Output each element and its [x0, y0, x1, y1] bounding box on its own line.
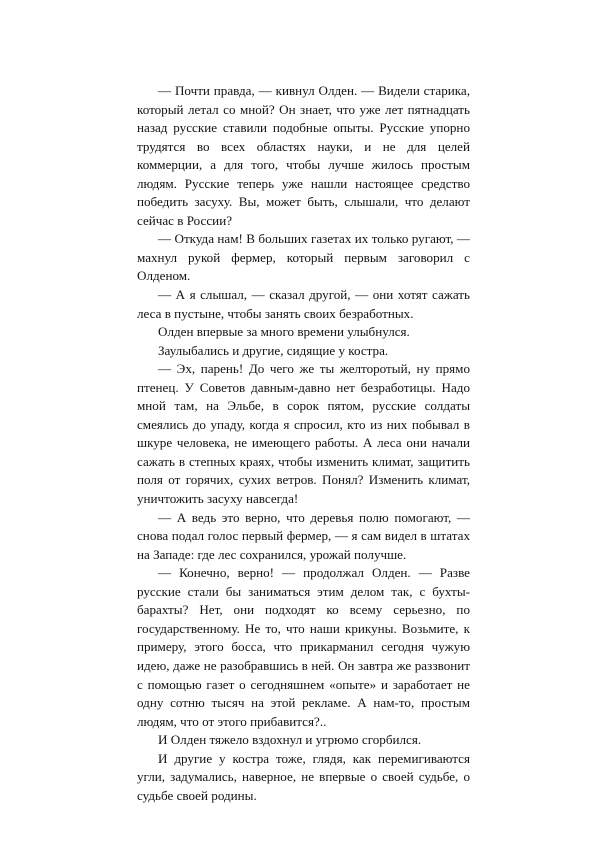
- paragraph: — А я слышал, — сказал другой, — они хотят сажать леса в пустыне, чтобы занять своих безработных.: [137, 287, 470, 321]
- paragraph: Заулыбались и другие, сидящие у костра.: [158, 342, 389, 358]
- paragraph: — А ведь это верно, что деревья полю помогают, — снова подал голос первый фермер, — я сам видел в штатах на Западе: где лес сохранился, урожай получше.: [137, 509, 470, 562]
- paragraph: — Откуда нам! В больших газетах их только ругают, — махнул рукой фермер, который первым заговорил с Олденом.: [137, 231, 470, 284]
- paragraph: — Конечно, верно! — продолжал Олден. — Разве русские стали бы заниматься этим делом так, с бухты-барахты? Нет, они подходят ко всему серьезно, по государственному. Не то, что наши крикуны. Возьмите, к примеру, этого босса, что прикарманил сегодня чужую идею, даже не разобравшись в ней. Он завтра же раззвонит с помощью газет о сегодняшнем «опыте» и заработает не одну сотню тысяч на этой рекламе. А нам-то, простым людям, что от этого прибавится?..: [137, 565, 470, 729]
- paragraph: И Олден тяжело вздохнул и угрюмо сгорбился.: [158, 732, 422, 748]
- paragraph: — Почти правда, — кивнул Олден. — Видели старика, который летал со мной? Он знает, что уже лет пятнадцать назад русские ставили подобные опыты. Русские упорно трудятся во всех областях науки, и не для целей коммерции, а для того, чтобы лучше жилось простым людям. Русские теперь уже нашли настоящее средство победить засуху. Вы, может быть, слышали, что делают сейчас в России?: [137, 83, 470, 228]
- paragraph: — Эх, парень! До чего же ты желторотый, ну прямо птенец. У Советов давным-давно нет безработицы. Надо мной там, на Эльбе, в сорок пятом, русские солдаты смеялись до упаду, когда я спросил, кто из них побывал в шкуре человека, не имеющего работы. А леса они начали сажать в степных краях, чтобы изменить климат, защитить поля от горячих, сухих ветров. Понял? Изменить климат, уничтожить засуху навсегда!: [137, 361, 470, 507]
- paragraph: И другие у костра тоже, глядя, как перемигиваются угли, задумались, наверное, не впервые о своей судьбе, о судьбе своей родины.: [137, 750, 470, 803]
- paragraph: Олден впервые за много времени улыбнулся.: [158, 324, 410, 340]
- page-text-block: [137, 82, 470, 805]
